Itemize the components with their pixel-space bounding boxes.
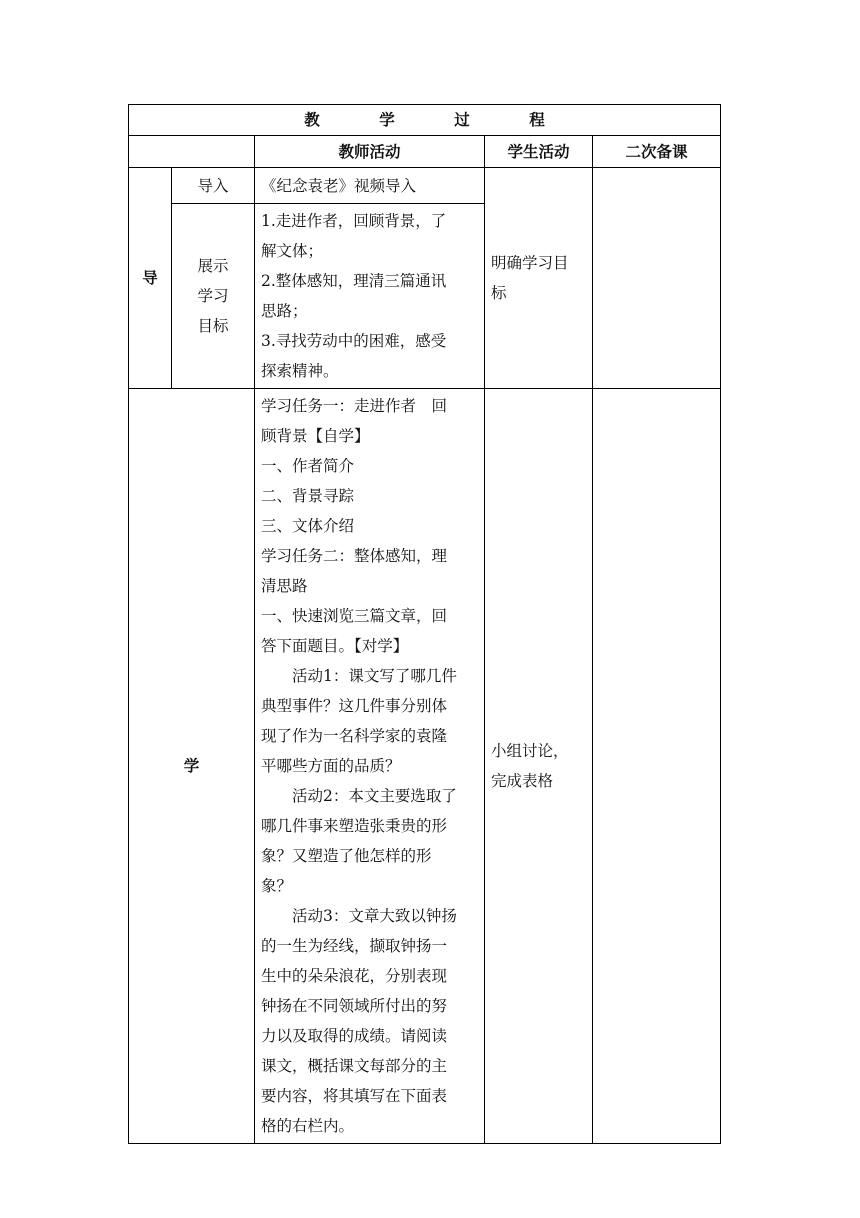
student-line: 小组讨论， bbox=[491, 742, 569, 760]
task-line: 三、文体介绍 bbox=[261, 517, 355, 535]
task-line: 答下面题目。【对学】 bbox=[261, 637, 409, 655]
goal-line: 思路； bbox=[261, 302, 308, 320]
sub-stage-line: 学习 bbox=[197, 287, 229, 305]
goal-line: 探索精神。 bbox=[261, 362, 339, 380]
activity-line: 象？又塑造了他怎样的形 bbox=[261, 847, 432, 865]
activity-line: 现了作为一名科学家的袁隆 bbox=[261, 727, 448, 745]
activity-line: 生中的朵朵浪花，分别表现 bbox=[261, 967, 448, 985]
activity-line: 象？ bbox=[261, 877, 293, 895]
stage-label-xue: 学 bbox=[129, 389, 255, 1144]
header-second-prep: 二次备课 bbox=[593, 136, 721, 168]
teacher-activity-xue bbox=[255, 389, 485, 1144]
teacher-activity-goals bbox=[255, 204, 485, 389]
header-student-activity: 学生活动 bbox=[485, 136, 593, 168]
task-line: 一、作者简介 bbox=[261, 457, 355, 475]
sub-stage-line: 展示 bbox=[197, 257, 229, 275]
task-line: 二、背景寻踪 bbox=[261, 487, 355, 505]
task-line: 清思路 bbox=[261, 577, 308, 595]
table-title: 教 学 过 程 bbox=[129, 105, 721, 136]
header-empty-cell bbox=[129, 136, 255, 168]
activity-line: 钟扬在不同领域所付出的努 bbox=[261, 997, 448, 1015]
activity-line: 平哪些方面的品质？ bbox=[261, 757, 401, 775]
header-teacher-activity: 教师活动 bbox=[255, 136, 485, 168]
activity-line: 哪几件事来塑造张秉贵的形 bbox=[261, 817, 448, 835]
student-line: 完成表格 bbox=[491, 772, 554, 790]
student-line: 标 bbox=[491, 284, 507, 302]
goal-line: 2.整体感知，理清三篇通讯 bbox=[261, 272, 447, 290]
goal-line: 3.寻找劳动中的困难，感受 bbox=[261, 332, 447, 350]
task-line: 顾背景【自学】 bbox=[261, 427, 370, 445]
student-activity-dao bbox=[485, 168, 593, 389]
activity-line: 力以及取得的成绩。请阅读 bbox=[261, 1027, 448, 1045]
activity-line: 的一生为经线，撷取钟扬一 bbox=[261, 937, 448, 955]
task-line: 学习任务二：整体感知，理 bbox=[261, 547, 448, 565]
teaching-process-table bbox=[128, 104, 721, 1144]
sub-stage-intro: 导入 bbox=[172, 168, 255, 204]
task-line: 一、快速浏览三篇文章，回 bbox=[261, 607, 448, 625]
activity-line: 课文，概括课文每部分的主 bbox=[261, 1057, 448, 1075]
student-activity-xue bbox=[485, 389, 593, 1144]
activity-line: 要内容，将其填写在下面表 bbox=[261, 1087, 448, 1105]
activity-line: 活动1：课文写了哪几件 bbox=[292, 667, 457, 685]
second-prep-xue bbox=[593, 389, 721, 1144]
stage-label-dao: 导 bbox=[129, 168, 172, 389]
student-line: 明确学习目 bbox=[491, 254, 569, 272]
sub-stage-goals bbox=[172, 204, 255, 389]
sub-stage-line: 目标 bbox=[197, 317, 229, 335]
activity-line: 典型事件？这几件事分别体 bbox=[261, 697, 448, 715]
activity-line: 活动2：本文主要选取了 bbox=[292, 787, 457, 805]
activity-line: 活动3：文章大致以钟扬 bbox=[292, 907, 457, 925]
goal-line: 1.走进作者，回顾背景，了 bbox=[261, 212, 447, 230]
goal-line: 解文体； bbox=[261, 242, 324, 260]
teacher-activity-intro: 《纪念袁老》视频导入 bbox=[255, 168, 485, 204]
task-line: 学习任务一：走进作者 回 bbox=[261, 397, 448, 415]
second-prep-dao bbox=[593, 168, 721, 389]
activity-line: 格的右栏内。 bbox=[261, 1117, 355, 1135]
